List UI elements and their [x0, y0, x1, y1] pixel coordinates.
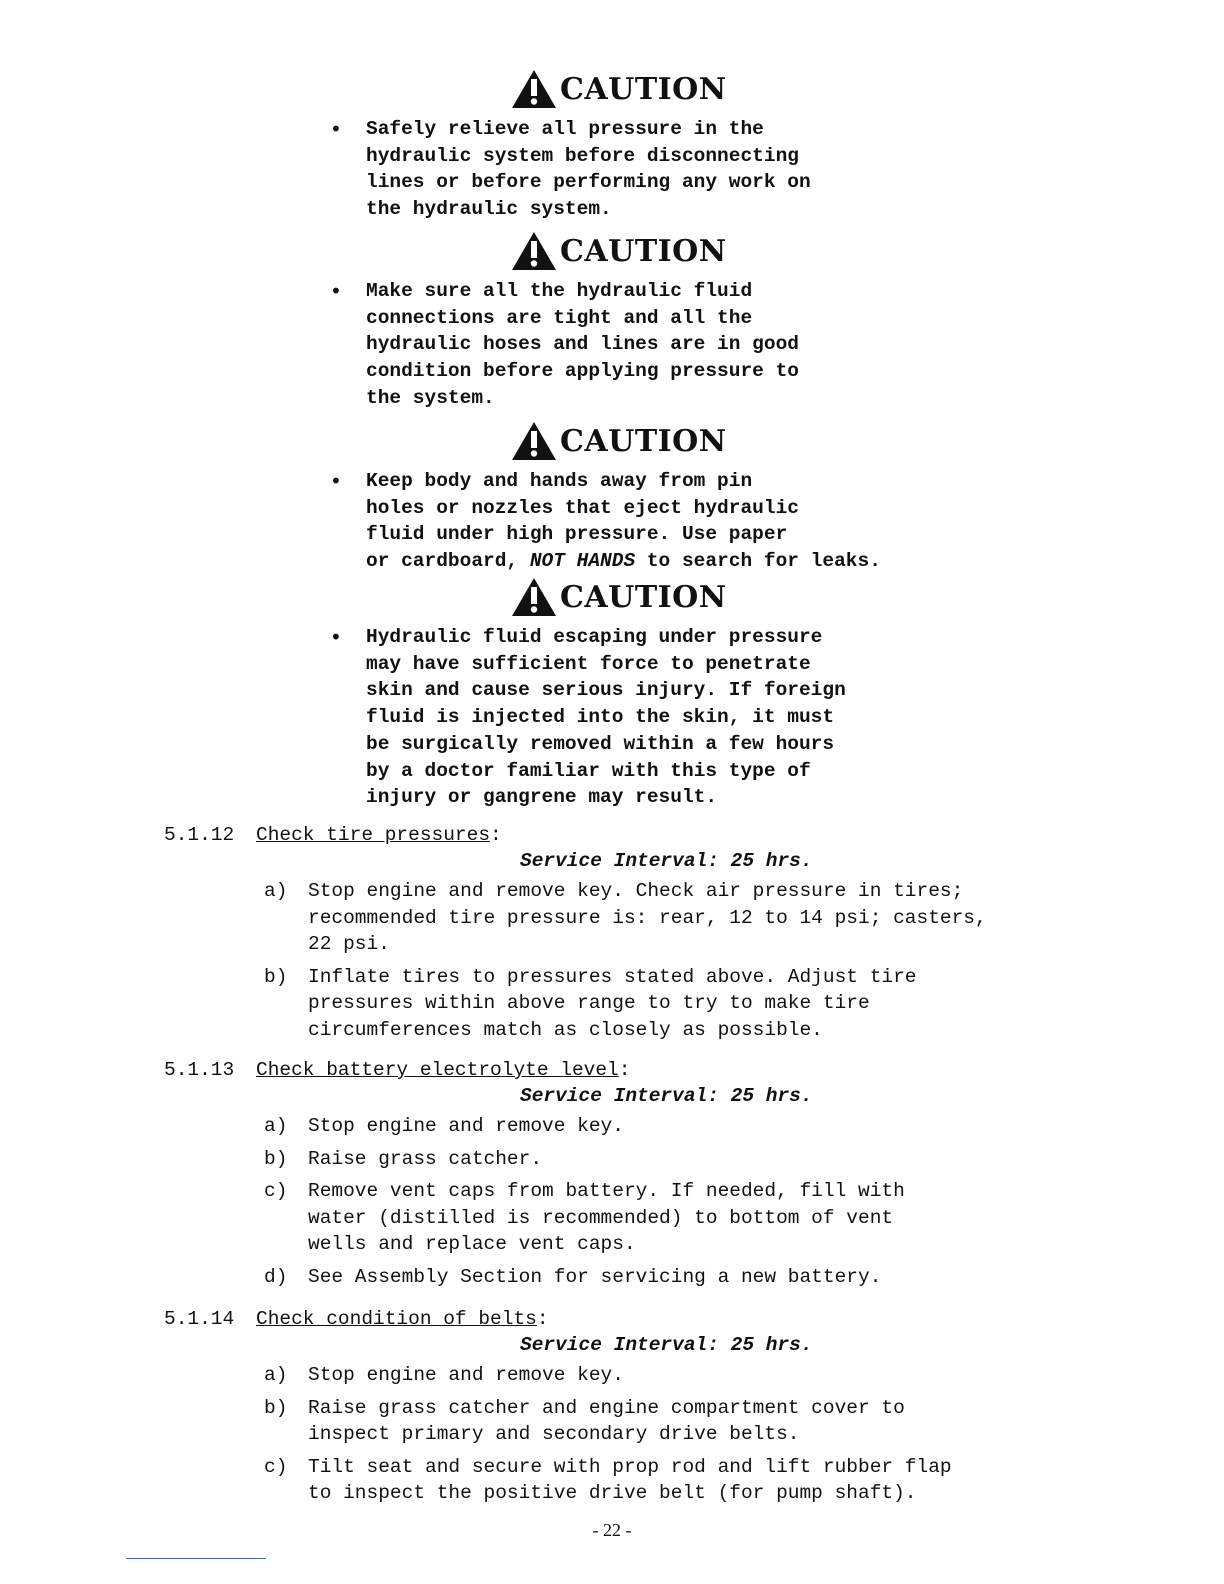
caution-text: [366, 468, 881, 575]
step-letter: d): [264, 1265, 288, 1288]
section-colon: :: [490, 824, 502, 846]
caution-heading: [510, 64, 950, 114]
caution-item: [330, 116, 950, 223]
step-letter: b): [264, 1147, 288, 1170]
step-text: Stop engine and remove key. Check air pressure in tires; recommended tire pressure is: rear, 12 to 14 psi; casters, 22 psi.: [308, 880, 987, 955]
caution-text-part: Keep body and hands away from pin holes or nozzles that eject hydraulic fluid under high pressure. Use paper or cardboard,: [366, 470, 799, 573]
caution-text: Safely relieve all pressure in the hydraulic system before disconnecting lines or before performing any work on the hydraulic system.: [366, 118, 811, 221]
footer-rule: [126, 1558, 266, 1559]
step-item: [264, 878, 1084, 958]
bullet: •: [330, 117, 342, 141]
warning-triangle-icon: [510, 420, 558, 462]
step-list: [264, 1113, 1084, 1290]
step-letter: a): [264, 1115, 288, 1137]
step-letter: c): [264, 1455, 288, 1478]
step-item: [264, 1113, 1084, 1140]
step-item: [264, 1395, 1084, 1448]
step-letter: b): [264, 1396, 288, 1419]
section-number: 5.1.12: [164, 824, 235, 846]
warning-triangle-icon: [510, 230, 558, 272]
caution-block: [330, 572, 950, 811]
step-text: Raise grass catcher and engine compartment cover to inspect primary and secondary drive belts.: [308, 1396, 905, 1445]
step-text: Stop engine and remove key.: [308, 1364, 624, 1386]
section-title: Check tire pressures: [256, 824, 491, 846]
step-item: [264, 1362, 1084, 1389]
caution-item: [330, 468, 950, 575]
step-letter: b): [264, 965, 288, 988]
section-number: 5.1.14: [164, 1308, 235, 1330]
service-interval: Service Interval: 25 hrs.: [520, 1085, 813, 1107]
step-list: [264, 878, 1084, 1043]
bullet: •: [330, 279, 342, 303]
step-letter: a): [264, 880, 288, 902]
step-item: [264, 964, 1084, 1044]
section-heading: [164, 822, 1084, 848]
bullet: •: [330, 469, 342, 493]
step-text: Inflate tires to pressures stated above. Adjust tire pressures within above range to try to make tire circumferences match as closely as possible.: [308, 965, 917, 1041]
step-item: [264, 1146, 1084, 1173]
step-list: [264, 1362, 1084, 1507]
caution-item: [330, 278, 950, 412]
step-letter: c): [264, 1180, 288, 1202]
step-text: See Assembly Section for servicing a new battery.: [308, 1265, 882, 1288]
caution-emphasis: NOT HANDS: [529, 550, 636, 573]
service-interval: Service Interval: 25 hrs.: [520, 1334, 813, 1356]
caution-label: CAUTION: [560, 423, 727, 459]
section-number: 5.1.13: [164, 1059, 235, 1081]
step-item: [264, 1454, 1084, 1507]
step-item: [264, 1264, 1084, 1291]
caution-heading: [510, 572, 950, 622]
caution-heading: [510, 416, 950, 466]
caution-text-part: to search for leaks.: [635, 550, 881, 573]
caution-item: [330, 624, 950, 811]
page-number: - 22 -: [592, 1520, 632, 1540]
section-heading: [164, 1057, 1084, 1083]
section-belts: [164, 1306, 1084, 1513]
caution-block: [330, 416, 950, 575]
section-colon: :: [536, 1308, 549, 1330]
step-letter: a): [264, 1364, 288, 1386]
step-text: Stop engine and remove key.: [308, 1115, 624, 1137]
caution-block: [330, 64, 950, 223]
warning-triangle-icon: [510, 68, 558, 110]
step-text: Remove vent caps from battery. If needed, fill with water (distilled is recommended) to bottom of vent wells and replace vent caps.: [308, 1180, 905, 1255]
section-tire-pressures: [164, 822, 1084, 1049]
warning-triangle-icon: [510, 576, 558, 618]
caution-block: [330, 226, 950, 412]
section-heading: [164, 1306, 1084, 1332]
step-text: Raise grass catcher.: [308, 1147, 543, 1170]
bullet: •: [330, 625, 342, 649]
caution-label: CAUTION: [560, 71, 727, 107]
section-title: Check battery electrolyte level: [256, 1059, 619, 1081]
service-interval: Service Interval: 25 hrs.: [520, 850, 813, 872]
section-title: Check condition of belts: [256, 1308, 537, 1330]
caution-label: CAUTION: [560, 579, 727, 615]
caution-label: CAUTION: [560, 233, 727, 269]
caution-text: Hydraulic fluid escaping under pressure may have sufficient force to penetrate skin and cause serious injury. If foreign fluid is injected into the skin, it must be surgically removed within a few hours by a doctor familiar with this type of injury or gangrene may result.: [366, 626, 846, 809]
caution-text: Make sure all the hydraulic fluid connections are tight and all the hydraulic hoses and lines are in good condition before applying pressure to the system.: [366, 280, 799, 409]
section-battery-electrolyte: [164, 1057, 1084, 1296]
step-text: Tilt seat and secure with prop rod and lift rubber flap to inspect the positive drive belt (for pump shaft).: [308, 1455, 952, 1504]
step-item: [264, 1178, 1084, 1258]
section-colon: :: [618, 1059, 631, 1081]
caution-heading: [510, 226, 950, 276]
